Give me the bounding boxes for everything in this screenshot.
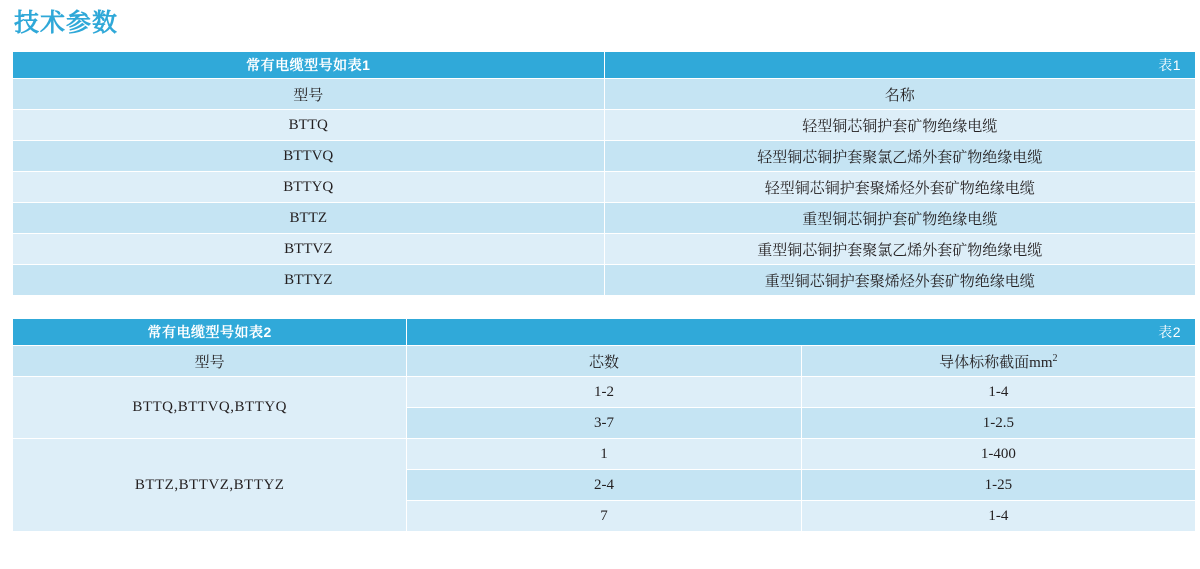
table2-caption: 常有电缆型号如表2 <box>13 319 407 346</box>
cores-cell: 1-2 <box>407 377 801 408</box>
section-cell: 1-2.5 <box>801 408 1195 439</box>
table-row <box>13 172 1196 203</box>
table1-header-row <box>13 79 1196 110</box>
table-row <box>13 265 1196 296</box>
name-cell: 轻型铜芯铜护套聚烯烃外套矿物绝缘电缆 <box>604 172 1196 203</box>
table-gap <box>8 296 1192 318</box>
name-cell: 重型铜芯铜护套聚氯乙烯外套矿物绝缘电缆 <box>604 234 1196 265</box>
group-model-cell: BTTQ,BTTVQ,BTTYQ <box>13 377 407 439</box>
model-cell: BTTQ <box>13 110 605 141</box>
table2-caption-row <box>13 319 1196 346</box>
model-cell: BTTZ <box>13 203 605 234</box>
model-cell: BTTYQ <box>13 172 605 203</box>
name-cell: 轻型铜芯铜护套聚氯乙烯外套矿物绝缘电缆 <box>604 141 1196 172</box>
section-cell: 1-400 <box>801 439 1195 470</box>
name-cell: 重型铜芯铜护套矿物绝缘电缆 <box>604 203 1196 234</box>
table-row <box>13 203 1196 234</box>
section-cell: 1-4 <box>801 377 1195 408</box>
table2-header-row <box>13 346 1196 377</box>
table2-header-model: 型号 <box>13 346 407 377</box>
model-cell: BTTVZ <box>13 234 605 265</box>
table1-header-model: 型号 <box>13 79 605 110</box>
name-cell: 重型铜芯铜护套聚烯烃外套矿物绝缘电缆 <box>604 265 1196 296</box>
table1-caption: 常有电缆型号如表1 <box>13 52 605 79</box>
section-cell: 1-25 <box>801 470 1195 501</box>
table1-caption-right: 表1 <box>604 52 1196 79</box>
model-cell: BTTVQ <box>13 141 605 172</box>
name-cell: 轻型铜芯铜护套矿物绝缘电缆 <box>604 110 1196 141</box>
table-row <box>13 377 1196 408</box>
table-row <box>13 439 1196 470</box>
table-row <box>13 141 1196 172</box>
table-row <box>13 110 1196 141</box>
table2-header-section <box>801 346 1195 377</box>
table2-header-cores: 芯数 <box>407 346 801 377</box>
model-cell: BTTYZ <box>13 265 605 296</box>
document-page <box>0 6 1200 569</box>
table-row <box>13 234 1196 265</box>
cores-cell: 2-4 <box>407 470 801 501</box>
table2-header-section-sup: 2 <box>1052 352 1058 364</box>
table2-header-section-text: 导体标称截面mm <box>939 354 1053 371</box>
cable-models-table-2 <box>12 318 1196 532</box>
group-model-cell: BTTZ,BTTVZ,BTTYZ <box>13 439 407 532</box>
cores-cell: 3-7 <box>407 408 801 439</box>
cable-models-table-1 <box>12 51 1196 296</box>
cores-cell: 7 <box>407 501 801 532</box>
section-cell: 1-4 <box>801 501 1195 532</box>
table2-caption-right: 表2 <box>407 319 1196 346</box>
page-title: 技术参数 <box>14 9 119 37</box>
table1-header-name: 名称 <box>604 79 1196 110</box>
cores-cell: 1 <box>407 439 801 470</box>
table1-caption-row <box>13 52 1196 79</box>
